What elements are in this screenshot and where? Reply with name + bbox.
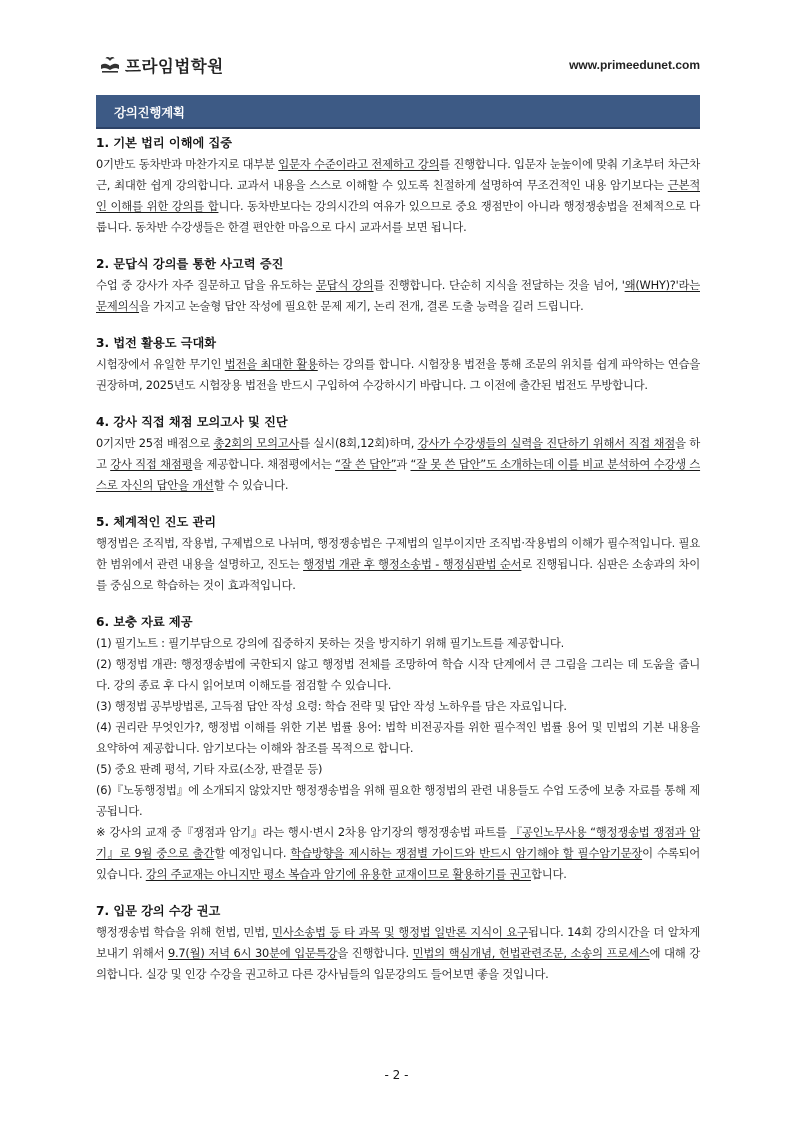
section-paragraph [96,275,700,317]
text-run: 과 [396,457,411,471]
section-heading: 1. 기본 법리 이해에 집중 [96,136,233,150]
text-run: (5) 중요 판례 평석, 기타 자료(소장, 판결문 등) [96,762,323,776]
section-1 [96,133,700,238]
text-run: 수업 중 강사가 자주 질문하고 답을 유도하는 [96,278,316,292]
section-paragraph [96,154,700,238]
section-4 [96,412,700,496]
text-run: 시험장에서 유일한 무기인 [96,357,225,371]
underlined-text: 민사소송법 등 타 과목 및 행정법 일반론 지식이 요구 [272,925,528,939]
section-3 [96,333,700,396]
page-number: - 2 - [384,1068,409,1082]
text-run: 니다. 동차반보다는 강의시간의 여유가 있으므로 중요 쟁점만이 아니라 행정쟁송법을 전체적으로 다룹니다. 동차반 수강생들은 한결 편안한 마음으로 다시 교과서를 보면 됩니다. [96,199,700,234]
text-run: 을 진행합니다. [337,946,413,960]
underlined-text: 문답식 강의 [315,278,374,292]
section-6 [96,612,700,885]
text-run: ※ 강사의 교재 중『쟁점과 암기』라는 행시·변시 2차용 암기장의 행정쟁송법 파트를 [96,825,511,839]
list-item [96,654,700,696]
text-run: (4) 권리란 무엇인가?, 행정법 이해를 위한 기본 법률 용어: 법학 비전공자를 위한 필수적인 법률 용어 및 민법의 기본 내용을 요약하여 제공합니다. 암기보다는 이해와 참조를 목적으로 합니다. [96,720,700,755]
text-run: 에 대해 강의합니다. 실강 및 인강 수강을 권고하고 다른 강사님들의 입문강의도 들어보면 좋을 것입니다. [96,946,700,981]
text-run: 이 수록되어 있습니다. [96,846,701,881]
section-heading: 4. 강사 직접 채점 모의고사 및 진단 [96,415,288,429]
underlined-text: 『공인노무사용 “행정쟁송법 쟁점과 암기』로 9월 중으로 출간 [96,825,700,860]
text-run: 을 하고 [96,436,700,471]
text-run: (2) 행정법 개관: 행정쟁송법에 국한되지 않고 행정법 전체를 조망하여 학습 시작 단계에서 큰 그림을 그리는 데 도움을 줍니다. 강의 종료 후 다시 읽어보며 이해도를 점검할 수 있습니다. [96,657,700,692]
list-item [96,759,700,780]
list-item [96,717,700,759]
text-run: (3) 행정법 공부방법론, 고득점 답안 작성 요령: 학습 전략 및 답안 작성 노하우를 담은 자료입니다. [96,699,567,713]
text-run: 를 실시(8회,12회)하며, [299,436,418,450]
section-title: 강의진행계획 [114,105,185,120]
list-item [96,780,700,822]
section-2 [96,254,700,317]
section-paragraph [96,354,700,396]
list-item [96,696,700,717]
underlined-text: “잘 쓴 답안” [335,457,397,471]
academy-logo [100,52,224,78]
section-5 [96,512,700,596]
text-run: 행정쟁송법 학습을 위해 헌법, 민법, [96,925,273,939]
text-run: (6)『노동행정법』에 소개되지 않았지만 행정쟁송법을 위해 필요한 행정법의 관련 내용들도 수업 도중에 보충 자료를 통해 제공됩니다. [96,783,700,818]
underlined-text: 법전을 최대한 활용 [224,357,318,371]
section-heading: 2. 문답식 강의를 통한 사고력 증진 [96,257,284,271]
text-run: (1) 필기노트 : 필기부담으로 강의에 집중하지 못하는 것을 방지하기 위해 필기노트를 제공합니다. [96,636,565,650]
text-run: 로 진행됩니다. 심판은 소송과의 차이를 중심으로 학습하는 것이 효과적입니다. [96,557,701,592]
text-run: 을 가지고 논술형 답안 작성에 필요한 문제 제기, 논리 전개, 결론 도출 능력을 길러 드립니다. [139,299,584,313]
text-run: 0기지만 25점 배점으로 [96,436,214,450]
underlined-text: 강의 주교재는 아니지만 평소 복습과 암기에 유용한 교재이므로 활용하기를 권고 [145,867,531,881]
underlined-text: 강사가 수강생들의 실력을 진단하기 위해서 직접 채점 [417,436,675,450]
text-run: 0기반도 동차반과 마찬가지로 대부분 [96,157,279,171]
section-heading: 6. 보충 자료 제공 [96,615,193,629]
book-icon [100,56,120,74]
text-run: 할 수 있습니다. [213,478,289,492]
underlined-text: 행정법 개관 후 행정소송법 - 행정심판법 순서 [303,557,522,571]
underlined-text: 왜(WHY)?'라는 문제의식 [96,278,700,313]
underlined-text: 9.7(월) 저녁 6시 30분에 입문특강 [168,946,338,960]
underlined-text: 학습방향을 제시하는 쟁점별 가이드와 반드시 암기해야 할 필수암기문장 [290,846,643,860]
underlined-text: “잘 못 쓴 답안”도 소개하는데 이를 비교 분석하여 수강생 스스로 자신의 답안을 개선 [96,457,701,492]
underlined-text: 민법의 핵심개념, 헌법관련조문, 소송의 프로세스 [412,946,650,960]
section-paragraph [96,433,700,496]
section-title-bar [96,95,700,129]
underlined-text: 강사 직접 채점평 [110,457,193,471]
text-run: 됩니다. 14회 강의시간을 더 알차게 보내기 위해서 [96,925,700,960]
text-run: 하는 강의를 합니다. 시험장용 법전을 통해 조문의 위치를 쉽게 파악하는 연습을 권장하며, 2025년도 시험장용 법전을 반드시 구입하여 수강하시기 바랍니다. 그 이전에 출간된 법전도 무방합니다. [96,357,701,392]
list-item [96,822,700,885]
text-run: 할 예정입니다. [214,846,291,860]
text-run: 를 진행합니다. 단순히 지식을 전달하는 것을 넘어, ' [373,278,625,292]
logo-text: 프라임법학원 [125,57,224,76]
underlined-text: 근본적인 이해를 위한 강의를 합 [96,178,700,213]
section-heading: 7. 입문 강의 수강 권고 [96,904,221,918]
document-body [96,133,700,985]
section-heading: 5. 체계적인 진도 관리 [96,515,217,529]
text-run: 행정법은 조직법, 작용법, 구제법으로 나뉘며, 행정쟁송법은 구제법의 일부이지만 조직법·작용법의 이해가 필수적입니다. 필요한 범위에서 관련 내용을 설명하고, 진도는 [96,536,700,571]
website-url[interactable]: www.primeedunet.com [569,58,700,72]
section-heading: 3. 법전 활용도 극대화 [96,336,217,350]
underlined-text: 총2회의 모의고사 [213,436,300,450]
section-paragraph [96,533,700,596]
section-paragraph [96,922,700,985]
section-7 [96,901,700,985]
underlined-text: 입문자 수준이라고 전제하고 강의 [278,157,440,171]
page-header [100,52,700,78]
text-run: 를 진행합니다. 입문자 눈높이에 맞춰 기초부터 차근차근, 최대한 쉽게 강의합니다. 교과서 내용을 스스로 이해할 수 있도록 친절하게 설명하여 무조건적인 내용 암기보다는 [96,157,701,192]
text-run: 합니다. [530,867,567,881]
text-run: 을 제공합니다. 채점평에서는 [192,457,336,471]
list-item [96,633,700,654]
